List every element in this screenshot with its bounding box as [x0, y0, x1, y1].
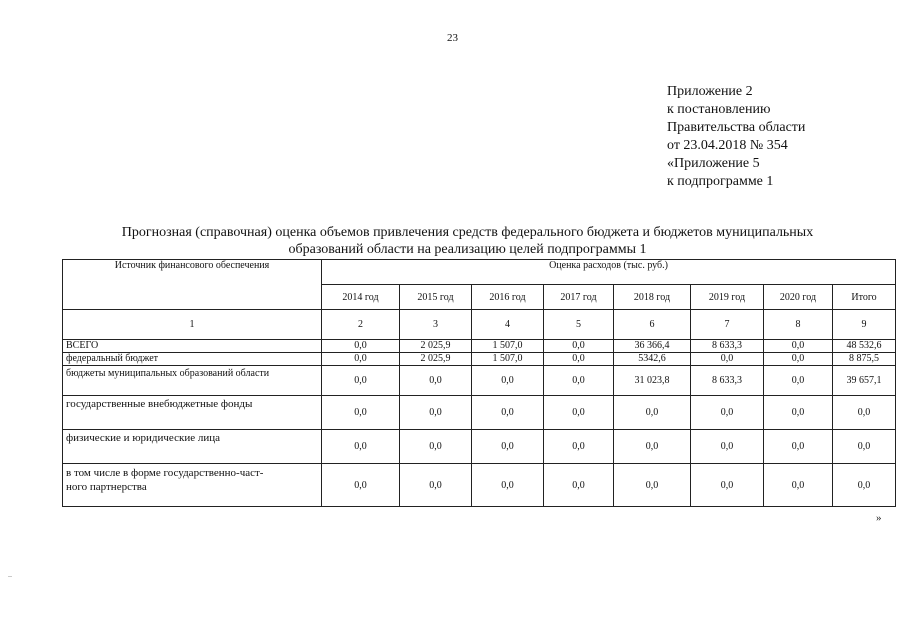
- table-cell: 0,0: [544, 340, 614, 353]
- table-cell: 2 025,9: [400, 340, 472, 353]
- column-number: 7: [691, 310, 764, 340]
- row-label-line: ного партнерства: [66, 481, 147, 493]
- column-number: 5: [544, 310, 614, 340]
- row-label: [63, 464, 322, 507]
- row-label: бюджеты муниципальных образований области: [63, 366, 322, 396]
- table-cell: 0,0: [322, 353, 400, 366]
- table-cell: 0,0: [544, 396, 614, 430]
- table-cell: 31 023,8: [614, 366, 691, 396]
- table-cell: 5342,6: [614, 353, 691, 366]
- table-cell: 0,0: [400, 366, 472, 396]
- closing-quote: »: [876, 512, 882, 524]
- document-title: [60, 224, 875, 258]
- source-header: Источник финансового обеспечения: [63, 260, 322, 310]
- table-cell: 8 875,5: [833, 353, 896, 366]
- table-cell: 0,0: [544, 464, 614, 507]
- table-cell: 0,0: [322, 340, 400, 353]
- table-cell: 0,0: [400, 396, 472, 430]
- row-label: государственные внебюджетные фонды: [63, 396, 322, 430]
- year-header: 2014 год: [322, 285, 400, 310]
- table-cell: 0,0: [472, 430, 544, 464]
- year-header: 2020 год: [764, 285, 833, 310]
- column-number: 9: [833, 310, 896, 340]
- column-number: 8: [764, 310, 833, 340]
- year-header: 2019 год: [691, 285, 764, 310]
- table-cell: 0,0: [472, 396, 544, 430]
- table-cell: 0,0: [322, 430, 400, 464]
- column-number: 6: [614, 310, 691, 340]
- table-cell: 1 507,0: [472, 340, 544, 353]
- table-cell: 0,0: [764, 430, 833, 464]
- table-cell: 0,0: [544, 353, 614, 366]
- table-cell: 0,0: [322, 464, 400, 507]
- appendix-line: к подпрограмме 1: [667, 174, 774, 189]
- row-label: ВСЕГО: [63, 340, 322, 353]
- table-cell: 0,0: [400, 464, 472, 507]
- table-row: [63, 366, 896, 396]
- table-cell: 0,0: [764, 366, 833, 396]
- table-cell: 2 025,9: [400, 353, 472, 366]
- appendix-line: от 23.04.2018 № 354: [667, 138, 788, 153]
- table-cell: 36 366,4: [614, 340, 691, 353]
- table-cell: 0,0: [614, 396, 691, 430]
- column-number: 4: [472, 310, 544, 340]
- table-row: [63, 430, 896, 464]
- row-label: физические и юридические лица: [63, 430, 322, 464]
- total-header: Итого: [833, 285, 896, 310]
- table-cell: 0,0: [764, 396, 833, 430]
- table-cell: 0,0: [691, 353, 764, 366]
- appendix-line: Приложение 2: [667, 84, 753, 99]
- page-number: 23: [447, 32, 458, 44]
- year-header: 2015 год: [400, 285, 472, 310]
- year-header: 2016 год: [472, 285, 544, 310]
- table-cell: 0,0: [764, 353, 833, 366]
- title-line-2: образований области на реализацию целей подпрограммы 1: [288, 242, 647, 257]
- table-cell: 0,0: [691, 464, 764, 507]
- appendix-line: «Приложение 5: [667, 156, 760, 171]
- table-cell: 48 532,6: [833, 340, 896, 353]
- table-cell: 0,0: [322, 366, 400, 396]
- table-cell: 0,0: [544, 430, 614, 464]
- table-cell: 0,0: [614, 430, 691, 464]
- table-cell: 0,0: [544, 366, 614, 396]
- table-cell: 8 633,3: [691, 340, 764, 353]
- appendix-line: к постановлению: [667, 102, 771, 117]
- table-cell: 1 507,0: [472, 353, 544, 366]
- table-cell: 0,0: [764, 464, 833, 507]
- title-line-1: Прогнозная (справочная) оценка объемов привлечения средств федерального бюджета и бюджетов муниципальных: [121, 225, 814, 240]
- table-row: [63, 396, 896, 430]
- year-header: 2017 год: [544, 285, 614, 310]
- row-label-line: в том числе в форме государственно-част-: [66, 467, 264, 479]
- row-label: федеральный бюджет: [63, 353, 322, 366]
- column-number: 1: [63, 310, 322, 340]
- column-number: 2: [322, 310, 400, 340]
- appendix-reference: [667, 83, 805, 191]
- table-cell: 8 633,3: [691, 366, 764, 396]
- table-cell: 0,0: [614, 464, 691, 507]
- table-cell: 0,0: [691, 396, 764, 430]
- table-cell: 0,0: [472, 464, 544, 507]
- table-cell: 0,0: [833, 396, 896, 430]
- table-cell: 0,0: [472, 366, 544, 396]
- table-cell: 39 657,1: [833, 366, 896, 396]
- table-cell: 0,0: [833, 464, 896, 507]
- table-cell: 0,0: [400, 430, 472, 464]
- year-header: 2018 год: [614, 285, 691, 310]
- funding-table: [62, 259, 896, 507]
- table-cell: 0,0: [833, 430, 896, 464]
- table-cell: 0,0: [764, 340, 833, 353]
- estimate-header: Оценка расходов (тыс. руб.): [322, 260, 896, 285]
- scan-mark: ..: [8, 570, 12, 579]
- table-row: [63, 464, 896, 507]
- table-cell: 0,0: [691, 430, 764, 464]
- table-cell: 0,0: [322, 396, 400, 430]
- appendix-line: Правительства области: [667, 120, 806, 135]
- table-row: [63, 353, 896, 366]
- table-row: [63, 340, 896, 353]
- column-number: 3: [400, 310, 472, 340]
